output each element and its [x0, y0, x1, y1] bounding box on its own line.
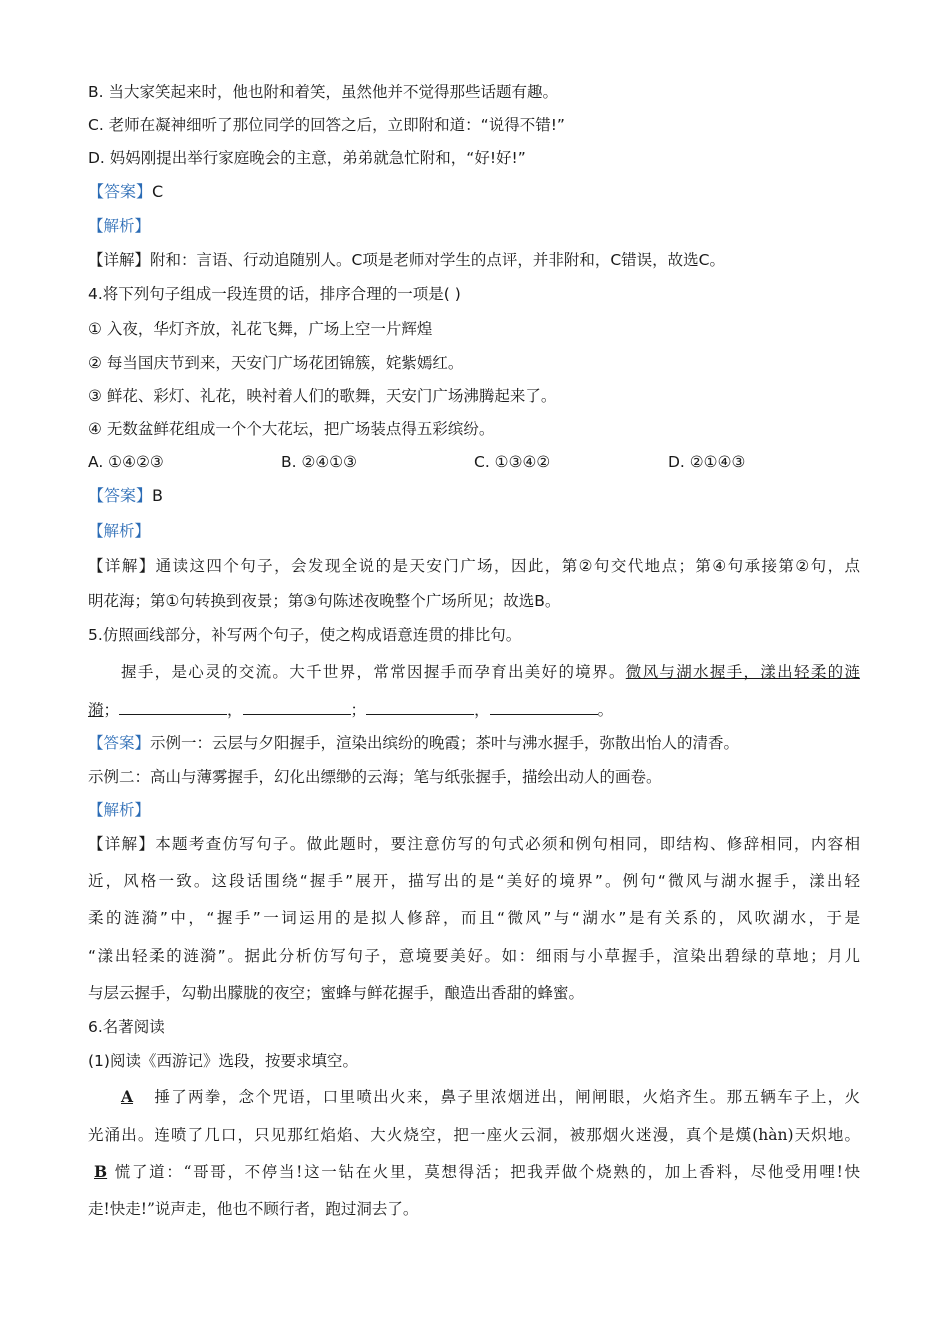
fill-blank-3[interactable] [366, 700, 474, 715]
q3-option-d: D. 妈妈刚提出举行家庭晚会的主意，弟弟就急忙附和，“好!好!” [88, 149, 526, 167]
q4-sentence-4: ④ 无数盆鲜花组成一个个大花坛，把广场装点得五彩缤纷。 [88, 420, 495, 438]
q6-passage-line-3 [88, 1162, 860, 1182]
answer-tag: 【答案】 [88, 182, 153, 201]
separator: 。 [597, 701, 614, 719]
q5-answer-2: 示例二：高山与薄雾握手，幻化出缥缈的云海；笔与纸张握手，描绘出动人的画卷。 [88, 768, 662, 786]
q6-sub-1: (1)阅读《西游记》选段，按要求填空。 [88, 1052, 358, 1070]
separator: ， [474, 701, 490, 719]
answer-example-1: 示例一：云层与夕阳握手，渲染出缤纷的晚霞；茶叶与沸水握手，弥散出怡人的清香。 [150, 734, 740, 752]
q6-title: 6.名著阅读 [88, 1018, 165, 1036]
q6-passage-line-4: 走!快走!”说声走，他也不顾行者，跑过洞去了。 [88, 1200, 419, 1218]
q5-passage-line-2 [88, 700, 613, 720]
q6-passage-text: 捶了两拳，念个咒语，口里喷出火来，鼻子里浓烟迸出，闸闸眼，火焰齐生。那五辆车子上，火 [153, 1088, 860, 1106]
q3-detail: 【详解】附和：言语、行动追随别人。C项是老师对学生的点评，并非附和，C错误，故选C。 [88, 251, 725, 269]
fill-blank-1[interactable] [119, 700, 227, 715]
q4-analysis-tag: 【解析】 [88, 522, 151, 540]
q5-passage-plain: 握手，是心灵的交流。大千世界，常常因握手而孕育出美好的境界。 [121, 663, 626, 681]
answer-value: C [152, 182, 164, 201]
q4-sentence-3: ③ 鲜花、彩灯、礼花，映衬着人们的歌舞，天安门广场沸腾起来了。 [88, 387, 557, 405]
answer-tag: 【答案】 [88, 734, 151, 752]
q5-answer-1 [88, 733, 739, 753]
separator: ； [103, 701, 120, 719]
q4-answer [88, 486, 163, 506]
q4-option-c: C. ①③④② [474, 453, 551, 471]
fill-blank-4[interactable] [490, 700, 598, 715]
answer-value: B [152, 486, 163, 505]
q5-detail-line-3: 柔的涟漪”中，“握手”一词运用的是拟人修辞，而且“微风”与“湖水”是有关系的，风吹湖水，于是 [88, 909, 860, 927]
q4-option-d: D. ②①④③ [668, 453, 746, 471]
fill-blank-2[interactable] [243, 700, 351, 715]
q5-title: 5.仿照画线部分，补写两个句子，使之构成语意连贯的排比句。 [88, 626, 522, 644]
q6-passage-line-2: 光涌出。连喷了几口，只见那红焰焰、大火烧空，把一座火云洞，被那烟火迷漫，真个是熯(hàn)天炽地。 [88, 1126, 860, 1144]
separator: ， [227, 701, 243, 719]
q5-detail-line-2: 近，风格一致。这段话围绕“握手”展开，描写出的是“美好的境界”。例句“微风与湖水握手，漾出轻 [88, 872, 860, 890]
fill-blank-a[interactable]: A [121, 1087, 134, 1106]
q6-passage-text: 慌了道：“哥哥，不停当!这一钻在火里，莫想得活；把我弄做个烧熟的，加上香料，尽他受用哩!快 [113, 1163, 860, 1181]
q4-detail-line-2: 明花海；第①句转换到夜景；第③句陈述夜晚整个广场所见；故选B。 [88, 592, 561, 610]
q4-option-b: B. ②④①③ [281, 453, 358, 471]
q3-answer [88, 182, 163, 202]
q5-detail-line-5: 与层云握手，勾勒出朦胧的夜空；蜜蜂与鲜花握手，酿造出香甜的蜂蜜。 [88, 984, 585, 1002]
separator: ； [350, 701, 367, 719]
q5-detail-line-4: “漾出轻柔的涟漪”。据此分析仿写句子，意境要美好。如：细雨与小草握手，渲染出碧绿的草地；月儿 [88, 947, 860, 965]
q5-passage-underlined: 微风与湖水握手，漾出轻柔的涟 [625, 663, 860, 681]
q5-analysis-tag: 【解析】 [88, 801, 151, 819]
q3-option-b: B. 当大家笑起来时，他也附和着笑，虽然他并不觉得那些话题有趣。 [88, 83, 558, 101]
q5-passage-line-1 [121, 662, 860, 682]
q5-detail-line-1: 【详解】本题考查仿写句子。做此题时，要注意仿写的句式必须和例句相同，即结构、修辞相同，内容相 [88, 835, 860, 853]
q3-analysis-tag: 【解析】 [88, 217, 151, 235]
q4-detail-line-1: 【详解】通读这四个句子，会发现全说的是天安门广场，因此，第②句交代地点；第④句承接第②句，点 [88, 557, 860, 575]
answer-tag: 【答案】 [88, 486, 153, 505]
q4-title: 4.将下列句子组成一段连贯的话，排序合理的一项是( ) [88, 285, 461, 303]
q4-sentence-2: ② 每当国庆节到来，天安门广场花团锦簇，姹紫嫣红。 [88, 354, 464, 372]
q5-passage-underlined-end: 漪 [88, 701, 104, 719]
q4-options [0, 452, 950, 472]
fill-blank-b[interactable]: B [94, 1162, 108, 1181]
q4-option-a: A. ①④②③ [88, 453, 164, 471]
q4-sentence-1: ① 入夜，华灯齐放，礼花飞舞，广场上空一片辉煌 [88, 320, 433, 338]
q6-passage-line-1 [121, 1087, 860, 1107]
q3-option-c: C. 老师在凝神细听了那位同学的回答之后，立即附和道：“说得不错!” [88, 116, 565, 134]
